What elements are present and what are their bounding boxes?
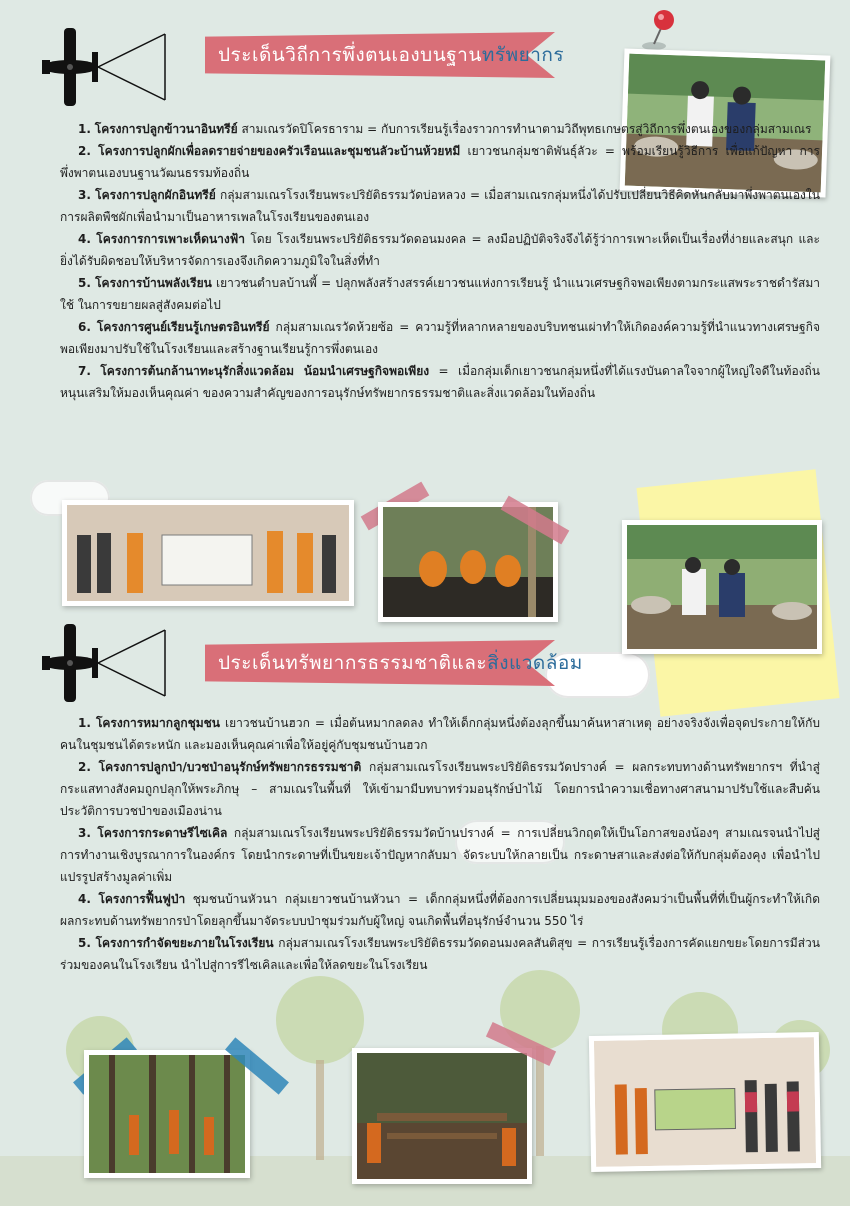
- list-item: 1. โครงการหมากลูกชุมชน เยาวชนบ้านฮวก = เมื่อต้นหมากลดลง ทำให้เด็กกลุ่มหนึ่งต้องลุกขึ้นมาค้นหาสาเหตุ อย่างจริงจังเพื่อจุดประกายให้กับคนในชุมชนได้ตระหนัก และมองเห็นคุณค่าเพื่อให้อยู่คู่กับชุมชนบ้านฮวก: [60, 716, 820, 752]
- item-title: โครงการปลูกข้าวนาอินทรีย์: [94, 122, 238, 136]
- photo-forest-monks: [84, 1050, 250, 1178]
- item-body: = เมื่อกลุ่มเด็กเยาวชนกลุ่มหนึ่งที่ได้แรงบันดาลใจจากผู้ใหญ่ใจดีในท้องถิ่นหนุนเสริมให้มองเห็นคุณค่า ของความสำคัญของการอนุรักษ์ทรัพยากรธรรมชาติและสิ่งแวดล้อมในท้องถิ่น: [60, 364, 820, 400]
- section1-body: [60, 118, 820, 404]
- item-title: โครงการปลูกป่า/บวชป่าอนุรักษ์ทรัพยากรธรรมชาติ: [98, 760, 362, 774]
- item-title: โครงการปลูกผักอินทรีย์: [95, 188, 216, 202]
- list-item: 1. โครงการปลูกข้าวนาอินทรีย์ สามเณรวัดปิโครธาราม = กับการเรียนรู้เรื่องราวการทำนาตามวิถีพุทธเกษตรสู่วิถีการพึ่งตนเองของกลุ่มสามเณร: [78, 122, 812, 136]
- item-body: กลุ่มสามเณรวัดห้วยซ้อ = ความรู้ที่หลากหลายของบริบทชนเผ่าทำให้เกิดองค์ความรู้ที่นำแนวทางเศรษฐกิจพอเพียงมาปรับใช้ในโรงเรียนและสร้างฐานเรียนรู้การพึ่งตนเอง: [60, 320, 820, 356]
- list-item: 2. โครงการปลูกป่า/บวชป่าอนุรักษ์ทรัพยากรธรรมชาติ กลุ่มสามเณรโรงเรียนพระปริยัติธรรมวัดปรางค์ = ผลกระทบทางด้านทรัพยากรฯ ที่นำสู่กระแสทางสังคมถูกปลุกให้พระภิกษุ – สามเณรในพื้นที่ ให้เข้ามามีบทบาทร่วมอนุรักษ์ป่าไม้ โดยการนำความเชื่อทางศาสนามาปรับใช้และสืบค้นประวัติการบวชป่าของเมืองน่าน: [60, 760, 820, 818]
- list-item: 7. โครงการต้นกล้านาทะนุรักสิ่งแวดล้อม น้อมนำเศรษฐกิจพอเพียง = เมื่อกลุ่มเด็กเยาวชนกลุ่มหนึ่งที่ได้แรงบันดาลใจจากผู้ใหญ่ใจดีในท้องถิ่นหนุนเสริมให้มองเห็นคุณค่า ของความสำคัญของการอนุรักษ์ทรัพยากรธรรมชาติและสิ่งแวดล้อมในท้องถิ่น: [60, 364, 820, 400]
- list-item: 5. โครงการบ้านพลังเรียน เยาวชนตำบลบ้านพี้ = ปลุกพลังสร้างสรรค์เยาวชนแห่งการเรียนรู้ นำแนวเศรษฐกิจพอเพียงตามกระแสพระราชดำรัสมาใช้ ในการขยายผลสู่สังคมต่อไป: [60, 276, 820, 312]
- item-body: เยาวชนกลุ่มชาติพันธุ์ลัวะ = พร้อมเรียนรู้วิธีการ เพื่อแก้ปัญหา การพึ่งพาตนเองบนฐานวัฒนธรรมท้องถิ่น: [60, 144, 820, 180]
- photo-group-poster: [62, 500, 354, 606]
- list-item: 6. โครงการศูนย์เรียนรู้เกษตรอินทรีย์ กลุ่มสามเณรวัดห้วยซ้อ = ความรู้ที่หลากหลายของบริบทชนเผ่าทำให้เกิดองค์ความรู้ที่นำแนวทางเศรษฐกิจพอเพียงมาปรับใช้ในโรงเรียนและสร้างฐานเรียนรู้การพึ่งตนเอง: [60, 320, 820, 356]
- item-body: กลุ่มสามเณรโรงเรียนพระปริยัติธรรมวัดดอนมงคลสันติสุข = การเรียนรู้เรื่องการคัดแยกขยะโดยการมีส่วนร่วมของคนในโรงเรียน นำไปสู่การรีไซเคิลและเพื่อให้ลดขยะในโรงเรียน: [60, 936, 820, 972]
- list-item: 5. โครงการกำจัดขยะภายในโรงเรียน กลุ่มสามเณรโรงเรียนพระปริยัติธรรมวัดดอนมงคลสันติสุข = การเรียนรู้เรื่องการคัดแยกขยะโดยการมีส่วนร่วมของคนในโรงเรียน นำไปสู่การรีไซเคิลและเพื่อให้ลดขยะในโรงเรียน: [60, 936, 820, 972]
- airplane-icon: [40, 618, 210, 708]
- item-body: กลุ่มสามเณรโรงเรียนพระปริยัติธรรมวัดปรางค์ = ผลกระทบทางด้านทรัพยากรฯ ที่นำสู่กระแสทางสังคมถูกปลุกให้พระภิกษุ – สามเณรในพื้นที่ ให้เข้ามามีบทบาทร่วมอนุรักษ์ป่าไม้ โดยการนำความเชื่อทางศาสนามาปรับใช้และสืบค้นประวัติการบวชป่าของเมืองน่าน: [60, 760, 820, 818]
- section1-title: ประเด็นวิถีการพึ่งตนเองบนฐานทรัพยากร: [218, 44, 565, 66]
- item-title: โครงการฟื้นฟูป่า: [98, 892, 186, 906]
- item-body: เยาวชนตำบลบ้านพี้ = ปลุกพลังสร้างสรรค์เยาวชนแห่งการเรียนรู้ นำแนวเศรษฐกิจพอเพียงตามกระแสพระราชดำรัสมาใช้ ในการขยายผลสู่สังคมต่อไป: [60, 276, 820, 312]
- list-item: 3. โครงการปลูกผักอินทรีย์ กลุ่มสามเณรโรงเรียนพระปริยัติธรรมวัดบ่อหลวง = เมื่อสามเณรกลุ่มหนึ่งได้ปรับเปลี่ยนวิธีคิดหันกลับมาพึ่งพาตนเองในการผลิตพืชผักเพื่อนำมาเป็นอาหารเพลในโรงเรียนของตนเอง: [60, 188, 820, 224]
- pushpin-icon: [640, 8, 685, 53]
- item-title: โครงการบ้านพลังเรียน: [95, 276, 212, 290]
- photo-forest-restoration: [352, 1048, 532, 1184]
- list-item: 4. โครงการฟื้นฟูป่า ชุมชนบ้านหัวนา กลุ่มเยาวชนบ้านหัวนา = เด็กกลุ่มหนึ่งที่ต้องการเปลี่ยนมุมมองของสังคมว่าเป็นพื้นที่ที่เป็นผู้กระทำให้เกิดผลกระทบด้านทรัพยากรป่าโดยลุกขึ้นมาจัดระบบป่าชุมร่วมกับผู้ใหญ่ จนเกิดพื้นที่อนุรักษ์จำนวน 550 ไร่: [60, 892, 820, 928]
- section1-banner: [40, 22, 565, 112]
- item-body: เยาวชนบ้านฮวก = เมื่อต้นหมากลดลง ทำให้เด็กกลุ่มหนึ่งต้องลุกขึ้นมาค้นหาสาเหตุ อย่างจริงจังเพื่อจุดประกายให้กับคนในชุมชนได้ตระหนัก และมองเห็นคุณค่าเพื่อให้อยู่คู่กับชุมชนบ้านฮวก: [60, 716, 820, 752]
- photo-planting-sticky: [622, 520, 822, 654]
- item-title: โครงการกำจัดขยะภายในโรงเรียน: [95, 936, 274, 950]
- item-body: กลุ่มสามเณรโรงเรียนพระปริยัติธรรมวัดบ้านปรางค์ = การเปลี่ยนวิกฤตให้เป็นโอกาสของน้องๆ สามเณรจนนำไปสู่การทำงานเชิงบูรณาการในองค์กร โดยนำกระดาษที่เป็นขยะเจ้าปัญหากลับมา จัดระบบให้กลายเป็น กระดาษสาและส่งต่อให้กับกลุ่มต้องคุง เพื่อนำไปแปรรูปสร้างมูลค่าเพิ่ม: [60, 826, 820, 884]
- airplane-icon: [40, 22, 210, 112]
- list-item: 2. โครงการปลูกผักเพื่อลดรายจ่ายของครัวเรือนและชุมชนลัวะบ้านห้วยหมี เยาวชนกลุ่มชาติพันธุ์ลัวะ = พร้อมเรียนรู้วิธีการ เพื่อแก้ปัญหา การพึ่งพาตนเองบนฐานวัฒนธรรมท้องถิ่น: [60, 144, 820, 180]
- list-item: 4. โครงการการเพาะเห็ดนางฟ้า โดย โรงเรียนพระปริยัติธรรมวัดดอนมงคล = ลงมือปฏิบัติจริงจึงได้รู้ว่าการเพาะเห็ดเป็นเรื่องที่ง่ายและสนุก และยิ่งได้รับผิดชอบให้บริหารจัดการเองจึงเกิดความภูมิใจในสิ่งที่ทำ: [60, 232, 820, 268]
- item-title: โครงการกระดาษรีไซเคิล: [97, 826, 228, 840]
- item-title: โครงการศูนย์เรียนรู้เกษตรอินทรีย์: [96, 320, 270, 334]
- item-title: โครงการปลูกผักเพื่อลดรายจ่ายของครัวเรือนและชุมชนลัวะบ้านห้วยหมี: [98, 144, 461, 158]
- item-title: โครงการการเพาะเห็ดนางฟ้า: [96, 232, 245, 246]
- item-body: โดย โรงเรียนพระปริยัติธรรมวัดดอนมงคล = ลงมือปฏิบัติจริงจึงได้รู้ว่าการเพาะเห็ดเป็นเรื่องที่ง่ายและสนุก และยิ่งได้รับผิดชอบให้บริหารจัดการเองจึงเกิดความภูมิใจในสิ่งที่ทำ: [60, 232, 820, 268]
- item-body: สามเณรวัดปิโครธาราม = กับการเรียนรู้เรื่องราวการทำนาตามวิถีพุทธเกษตรสู่วิถีการพึ่งตนเองของกลุ่มสามเณร: [241, 122, 812, 136]
- section2-title: ประเด็นทรัพยากรธรรมชาติและสิ่งแวดล้อม: [218, 652, 583, 674]
- item-title: โครงการหมากลูกชุมชน: [95, 716, 221, 730]
- photo-recycle-group: [589, 1032, 821, 1172]
- item-body: กลุ่มสามเณรโรงเรียนพระปริยัติธรรมวัดบ่อหลวง = เมื่อสามเณรกลุ่มหนึ่งได้ปรับเปลี่ยนวิธีคิดหันกลับมาพึ่งพาตนเองในการผลิตพืชผักเพื่อนำมาเป็นอาหารเพลในโรงเรียนของตนเอง: [60, 188, 820, 224]
- section2-body: [60, 712, 820, 976]
- section2-banner: [40, 618, 583, 708]
- item-title: โครงการต้นกล้านาทะนุรักสิ่งแวดล้อม น้อมนำเศรษฐกิจพอเพียง: [100, 364, 430, 378]
- item-body: ชุมชนบ้านหัวนา กลุ่มเยาวชนบ้านหัวนา = เด็กกลุ่มหนึ่งที่ต้องการเปลี่ยนมุมมองของสังคมว่าเป็นพื้นที่ที่เป็นผู้กระทำให้เกิดผลกระทบด้านทรัพยากรป่าโดยลุกขึ้นมาจัดระบบป่าชุมร่วมกับผู้ใหญ่ จนเกิดพื้นที่อนุรักษ์จำนวน 550 ไร่: [60, 892, 820, 928]
- list-item: 3. โครงการกระดาษรีไซเคิล กลุ่มสามเณรโรงเรียนพระปริยัติธรรมวัดบ้านปรางค์ = การเปลี่ยนวิกฤตให้เป็นโอกาสของน้องๆ สามเณรจนนำไปสู่การทำงานเชิงบูรณาการในองค์กร โดยนำกระดาษที่เป็นขยะเจ้าปัญหากลับมา จัดระบบให้กลายเป็น กระดาษสาและส่งต่อให้กับกลุ่มต้องคุง เพื่อนำไปแปรรูปสร้างมูลค่าเพิ่ม: [60, 826, 820, 884]
